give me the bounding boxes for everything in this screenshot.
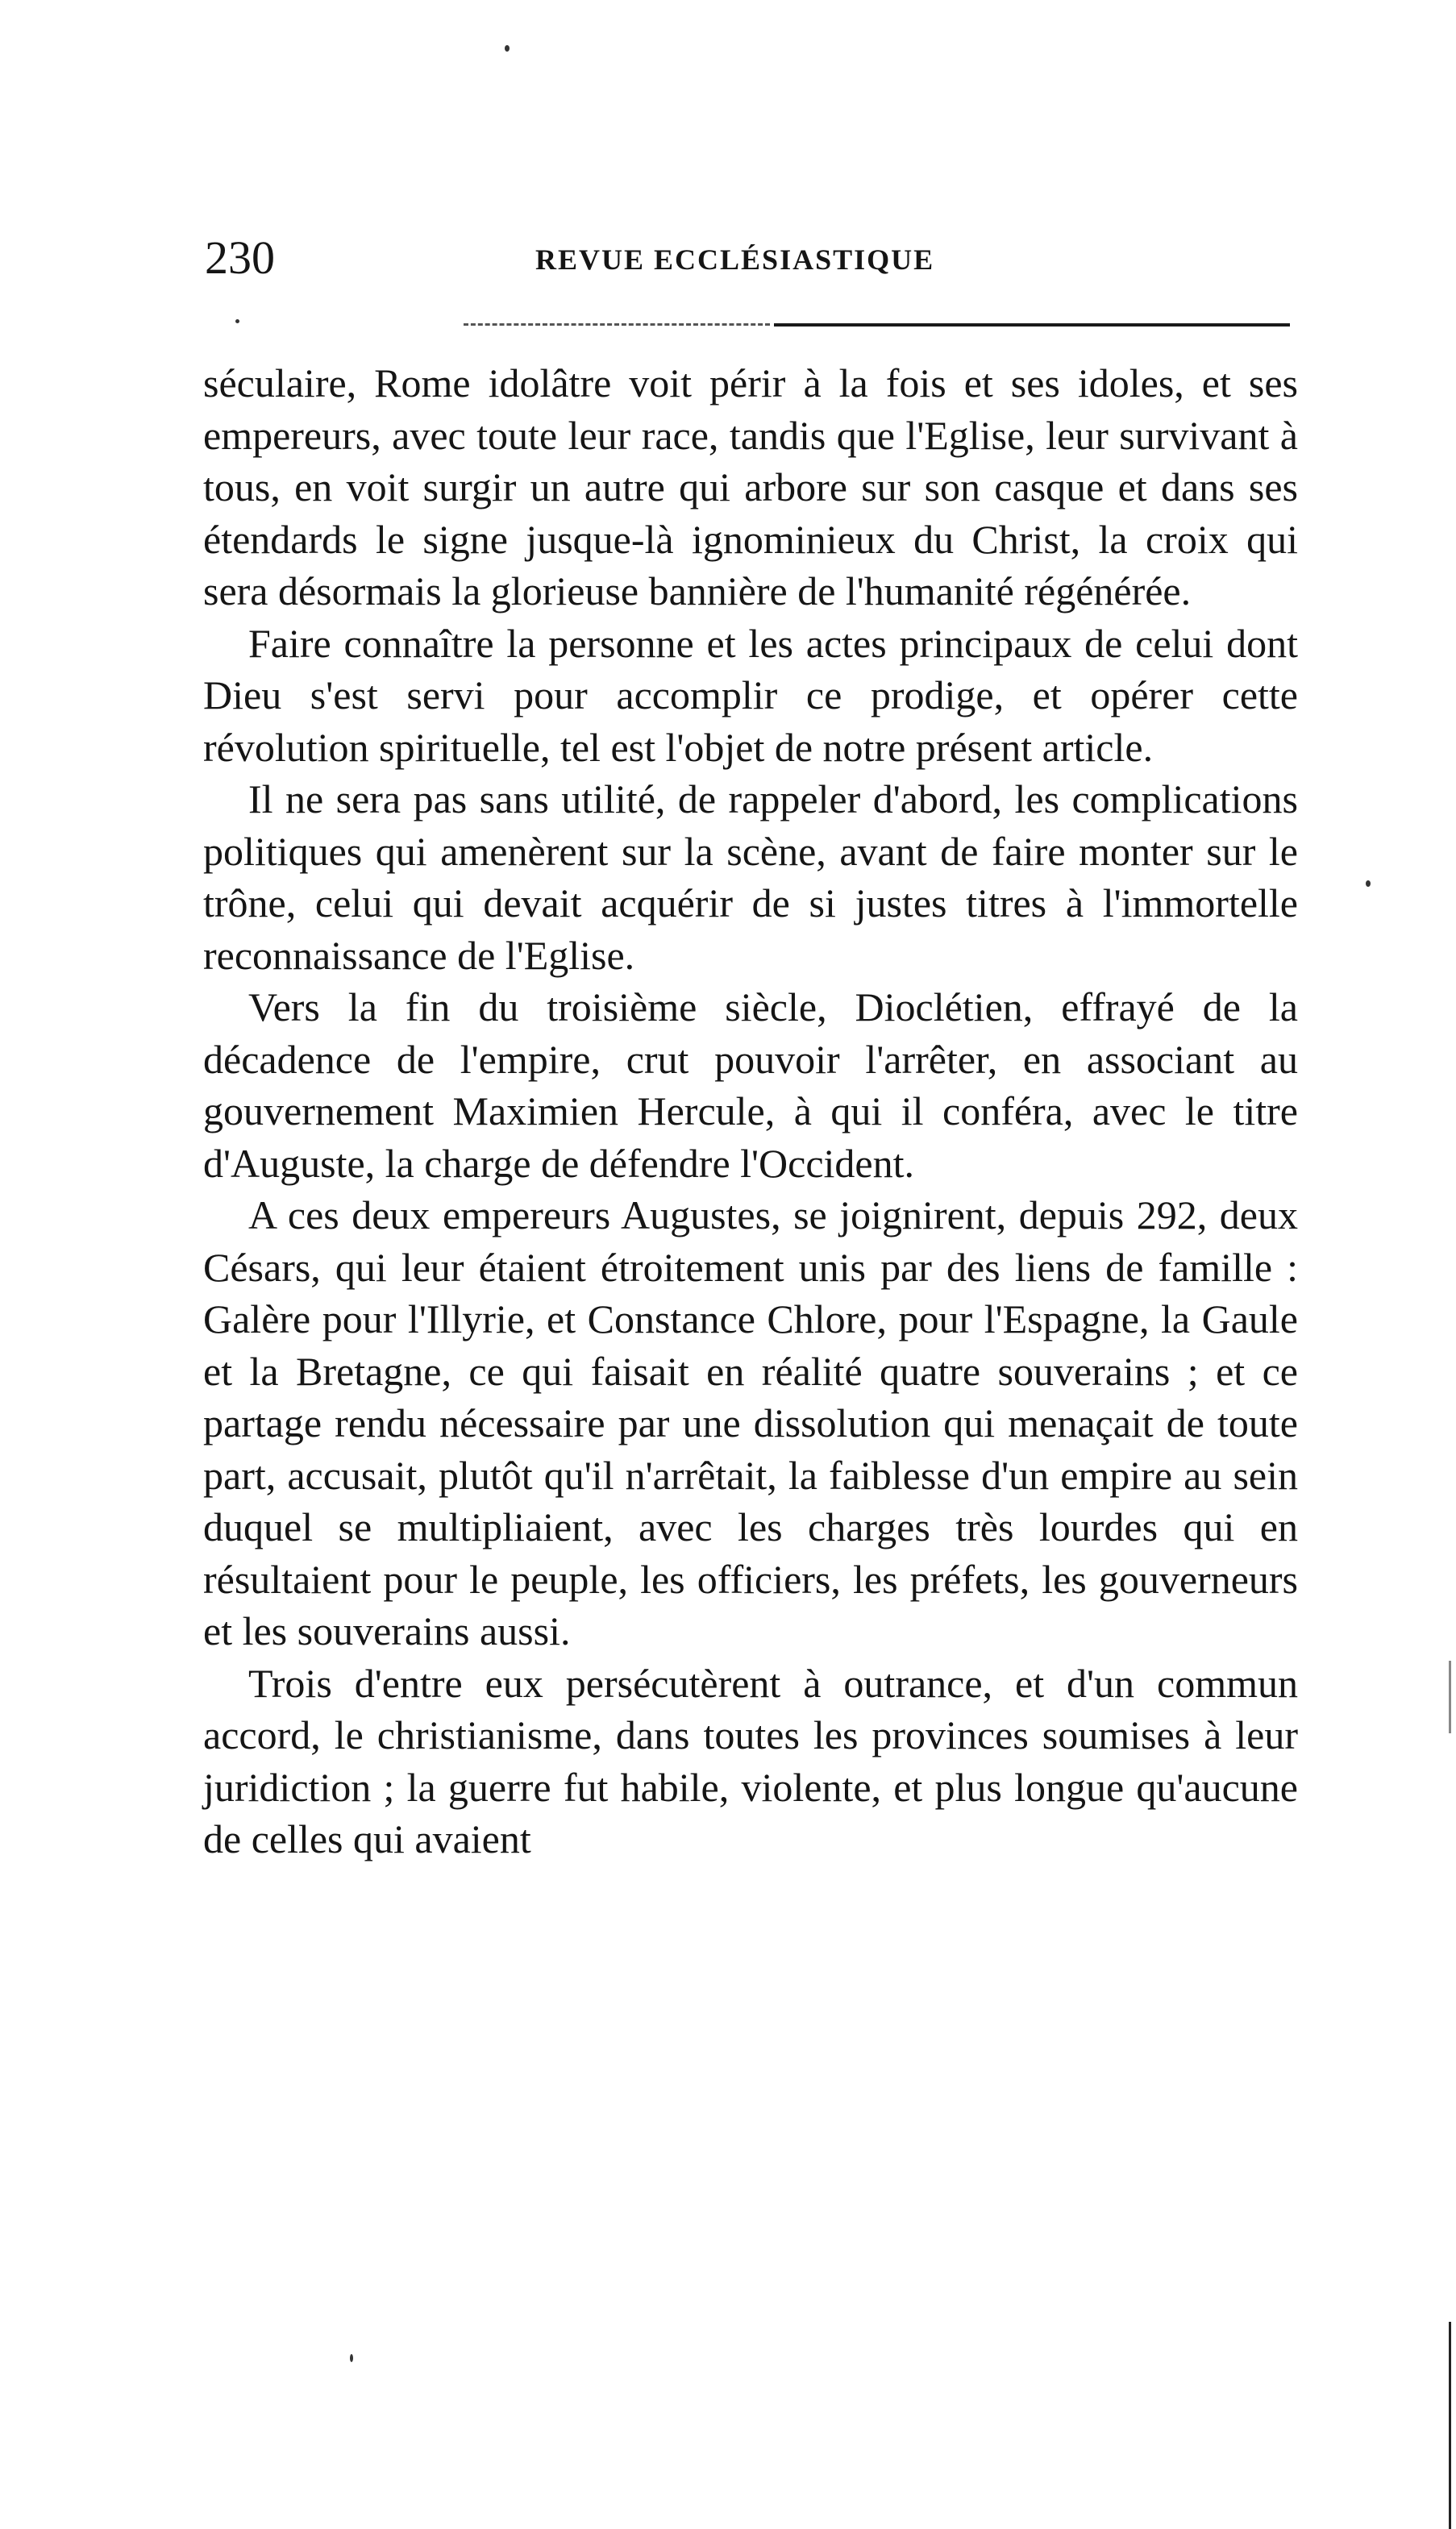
article-body xyxy=(203,357,1298,1866)
scan-edge-mark xyxy=(1449,1661,1451,1733)
header-rule-dashed xyxy=(464,323,770,326)
ink-speck xyxy=(350,2354,353,2362)
paragraph: Trois d'entre eux persécutèrent à outrance, et d'un commun accord, le christianisme, dans toutes les provinces soumises à leur juridiction ; la guerre fut habile, violente, et plus longue qu'aucune de celles qui avaient xyxy=(203,1660,1298,1861)
running-title: REVUE ECCLÉSIASTIQUE xyxy=(535,243,935,276)
ink-speck xyxy=(235,319,239,323)
paragraph: Vers la fin du troisième siècle, Dioclétien, effrayé de la décadence de l'empire, crut pouvoir l'arrêter, en associant au gouvernement Maximien Hercule, à qui il conféra, avec le titre d'Auguste, la charge de défendre l'Occident. xyxy=(203,984,1298,1186)
paragraph: Il ne sera pas sans utilité, de rappeler d'abord, les complications politiques qui amenèrent sur la scène, avant de faire monter sur le trône, celui qui devait acquérir de si justes titres à l'immortelle reconnaissance de l'Eglise. xyxy=(203,776,1298,978)
ink-speck xyxy=(1366,880,1371,887)
paragraph: séculaire, Rome idolâtre voit périr à la fois et ses idoles, et ses empereurs, avec toute leur race, tandis que l'Eglise, leur survivant à tous, en voit surgir un autre qui arbore sur son casque et dans ses étendards le signe jusque-là ignominieux du Christ, la croix qui sera désormais la glorieuse bannière de l'humanité régénérée. xyxy=(203,360,1298,614)
scan-edge-mark xyxy=(1449,2322,1451,2529)
page-header xyxy=(205,231,1295,284)
paragraph: A ces deux empereurs Augustes, se joignirent, depuis 292, deux Césars, qui leur étaient étroitement unis par des liens de famille : Galère pour l'Illyrie, et Constance Chlore, pour l'Espagne, la Gaule et la Bretagne, ce qui faisait en réalité quatre souverains ; et ce partage rendu nécessaire par une dissolution qui menaçait de toute part, accusait, plutôt qu'il n'arrêtait, la faiblesse d'un empire au sein duquel se multipliaient, avec les charges très lourdes qui en résultaient pour le peuple, les officiers, les préfets, les gouverneurs et les souverains aussi. xyxy=(203,1192,1298,1653)
header-rule xyxy=(774,323,1290,327)
page-number: 230 xyxy=(205,231,275,284)
paragraph: Faire connaître la personne et les actes principaux de celui dont Dieu s'est servi pour accomplir ce prodige, et opérer cette révolution spirituelle, tel est l'objet de notre présent article. xyxy=(203,620,1298,770)
ink-speck xyxy=(505,45,510,52)
